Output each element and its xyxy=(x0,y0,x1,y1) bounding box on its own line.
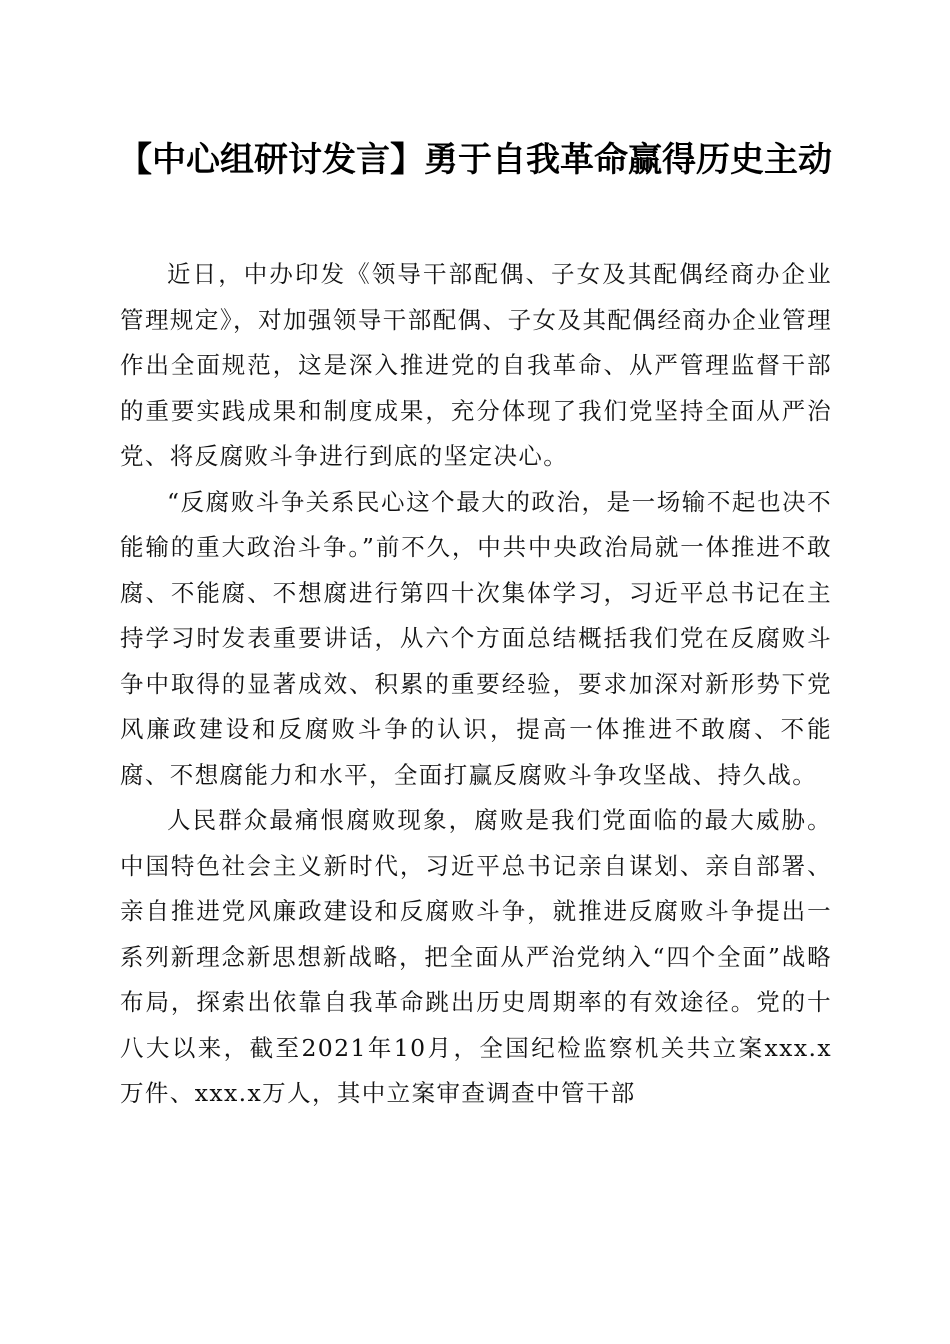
paragraph-3: 人民群众最痛恨腐败现象，腐败是我们党面临的最大威胁。中国特色社会主义新时代，习近平总书记亲自谋划、亲自部署、亲自推进党风廉政建设和反腐败斗争，就推进反腐败斗争提出一系列新理念新思想新战略，把全面从严治党纳入“四个全面”战略布局，探索出依靠自我革命跳出历史周期率的有效途径。党的十八大以来，截至2021年10月，全国纪检监察机关共立案xxx.x万件、xxx.x万人，其中立案审查调查中管干部 xyxy=(120,806,832,1107)
document-title: 【中心组研讨发言】勇于自我革命赢得历史主动 xyxy=(118,140,832,180)
paragraph-2: “反腐败斗争关系民心这个最大的政治，是一场输不起也决不能输的重大政治斗争。”前不久，中共中央政治局就一体推进不敢腐、不能腐、不想腐进行第四十次集体学习，习近平总书记在主持学习时发表重要讲话，从六个方面总结概括我们党在反腐败斗争中取得的显著成效、积累的重要经验，要求加深对新形势下党风廉政建设和反腐败斗争的认识，提高一体推进不敢腐、不能腐、不想腐能力和水平，全面打赢反腐败斗争攻坚战、持久战。 xyxy=(120,487,832,789)
paragraph-1: 近日，中办印发《领导干部配偶、子女及其配偶经商办企业管理规定》，对加强领导干部配偶、子女及其配偶经商办企业管理作出全面规范，这是深入推进党的自我革命、从严管理监督干部的重要实践成果和制度成果，充分体现了我们党坚持全面从严治党、将反腐败斗争进行到底的坚定决心。 xyxy=(120,260,832,470)
document-body xyxy=(120,252,832,1117)
